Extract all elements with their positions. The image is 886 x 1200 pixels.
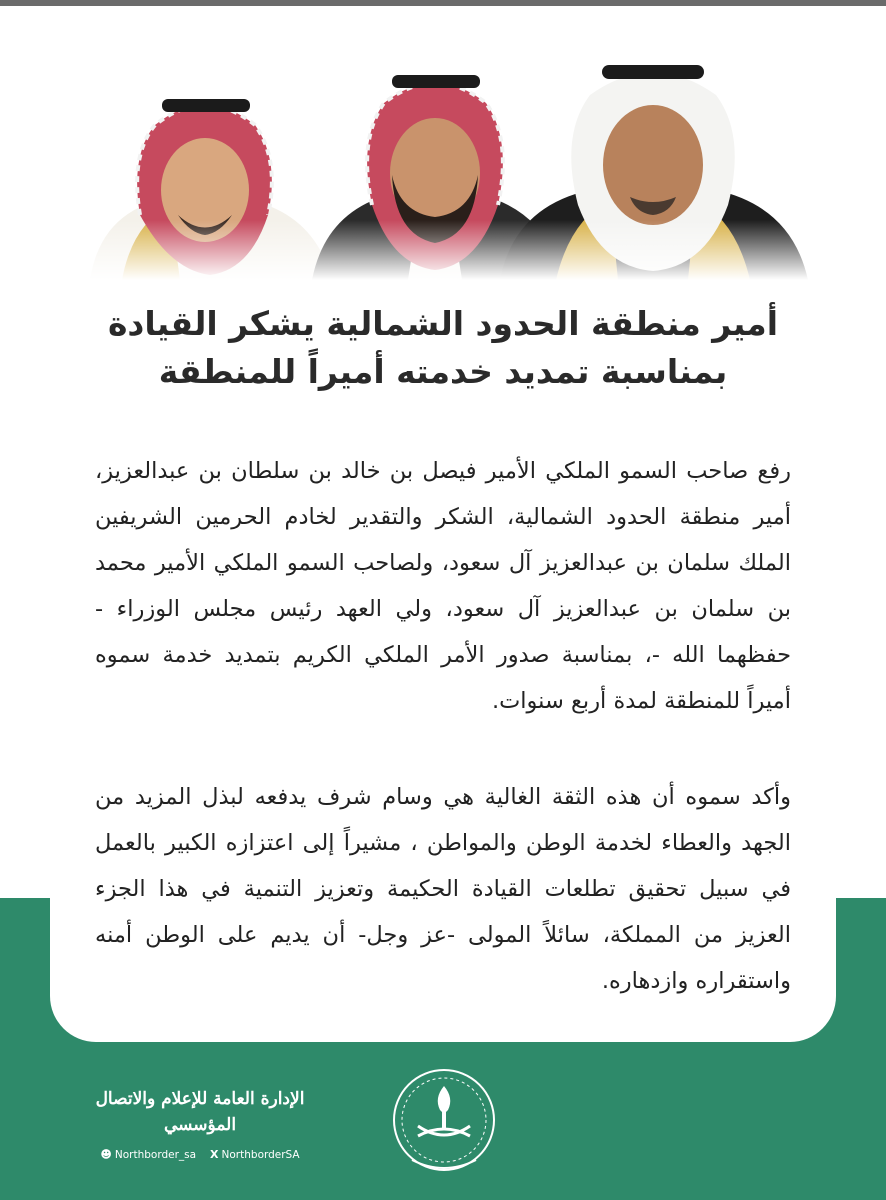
x-handle-item[interactable] xyxy=(210,1148,300,1161)
body-paragraph-1: رفع صاحب السمو الملكي الأمير فيصل بن خالد بن سلطان بن عبدالعزيز، أمير منطقة الحدود الشمالية، الشكر والتقدير لخادم الحرمين الشريفين الملك سلمان بن عبدالعزيز آل سعود، ولصاحب السمو الملكي الأمير محمد بن سلمان بن عبدالعزيز آل سعود، ولي العهد رئيس مجلس الوزراء - حفظهما الله -، بمناسبة صدور الأمر الملكي الكريم بتمديد خدمة سموه أميراً للمنطقة لمدة أربع سنوات. xyxy=(95,458,791,714)
social-handles xyxy=(92,1148,308,1161)
headline-line-2: بمناسبة تمديد خدمته أميراً للمنطقة xyxy=(158,352,728,391)
body-paragraph-2: وأكد سموه أن هذه الثقة الغالية هي وسام شرف يدفعه لبذل المزيد من الجهد والعطاء لخدمة الوطن والمواطن ، مشيراً إلى اعتزازه الكبير بالعمل في سبيل تحقيق تطلعات القيادة الحكيمة وتعزيز التنمية في هذا الجزء العزيز من المملكة، سائلاً المولى -عز وجل- أن يديم على الوطن أمنه واستقراره وازدهاره. xyxy=(95,784,791,994)
x-handle: NorthborderSA xyxy=(221,1148,300,1161)
snapchat-handle: Northborder_sa xyxy=(114,1148,197,1161)
headline-line-1: أمير منطقة الحدود الشمالية يشكر القيادة xyxy=(107,304,779,343)
x-icon: X xyxy=(210,1148,219,1161)
department-name: الإدارة العامة للإعلام والاتصال المؤسسي xyxy=(95,1089,305,1135)
leaders-portraits xyxy=(70,30,816,280)
saudi-emblem-icon xyxy=(388,1064,500,1180)
snapchat-icon: ☻ xyxy=(100,1148,112,1161)
portrait-fade xyxy=(70,220,816,280)
headline xyxy=(90,300,796,396)
footer-media-department xyxy=(92,1086,308,1161)
snapchat-handle-item[interactable] xyxy=(100,1148,196,1161)
